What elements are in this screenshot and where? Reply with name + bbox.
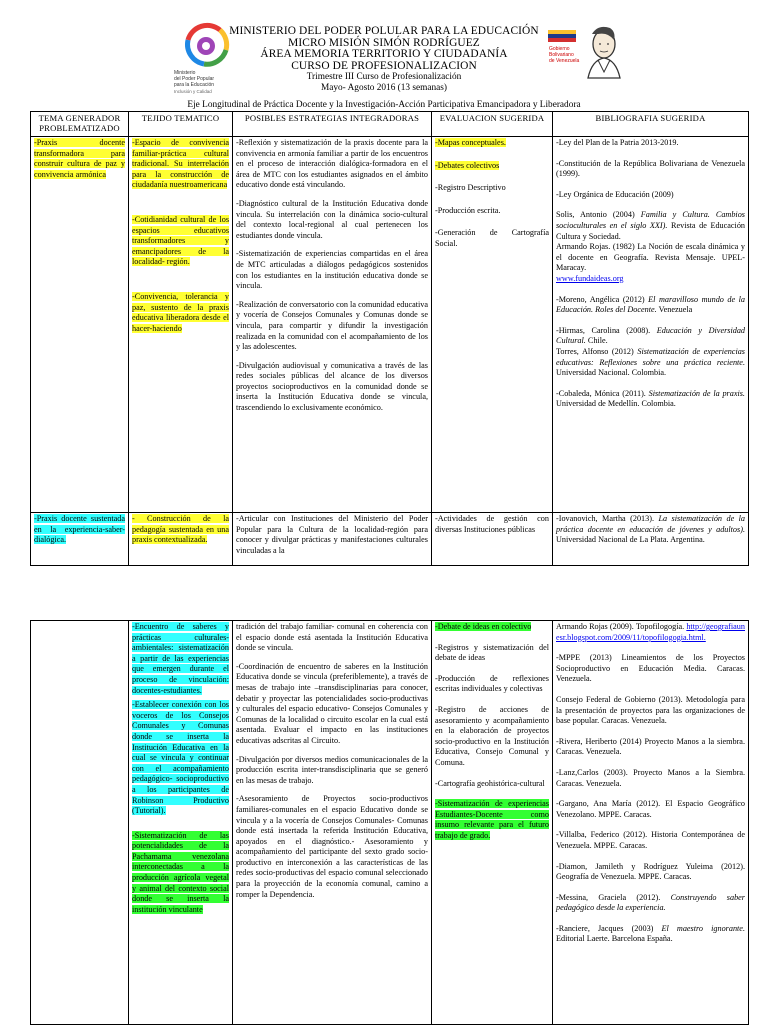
tema-text: -Praxis docente transformadora para construir cultura de paz y convivencia armónica [34,138,125,179]
evaluacion-item: -Sistematización de experiencias Estudiantes-Docente como insumo relevante para el futuro trabajo de grado. [435,799,549,840]
evaluacion-item: -Generación de Cartografía Social. [435,228,549,248]
bibliografia-cell [553,513,749,566]
logo-right-line2: Bolivariano [549,52,574,58]
bibliografia-item: -Lanz,Carlos (2003). Proyecto Manos a la Siembra. Caracas. Venezuela. [556,767,745,788]
logo-right-line1: Gobierno [549,46,570,52]
tejido-cell [129,137,233,513]
bibliografia-item: -Moreno, Angélica (2012) El maravilloso mundo de la Educación. Roles del Docente. Venezuela [556,294,746,315]
estrategia-item: -Realización de conversatorio con la comunidad educativa y vocería de Consejos Comunales y Comunas donde se vincula, para compartir y difundir la investigación realizada en la comunidad con el acompañamiento de los y las adolescentes. [236,299,428,352]
bibliografia-item: -MPPE (2013) Lineamientos de los Proyectos Socioproductivo en Educación Media. Caracas. Venezuela. [556,653,745,684]
evaluacion-item: -Producción escrita. [435,205,501,215]
tejido-item: - Construcción de la pedagogía sustentada en una praxis contextualizada. [132,514,229,545]
evaluacion-item: -Registro de acciones de asesoramiento y acompañamiento en la elaboración de proyectos socio-productivo en la Institución Educativa, Consejo Comunal y Comuna. [435,704,549,767]
bibliografia-item: -Iovanovich, Martha (2013). La sistematización de la práctica docente en educación de jóvenes y adultos). Universidad Nacional de La Plata. Argentina. [556,514,746,545]
tejido-item: -Espacio de convivencia familiar-práctica cultural tradicional. Su interrelación para la construcción de ciudadanía nuestroamericana [132,138,229,190]
estrategia-item: -Sistematización de experiencias compartidas en el área de MTC articuladas a diálogos pedagógicos sostenidos con los estudiantes en la institución educativa donde se vincula. [236,249,428,291]
header-trimestre: Trimestre III Curso de Profesionalización [306,72,462,82]
header-area: ÁREA MEMORIA TERRITORIO Y CIUDADANÍA [260,48,508,60]
logo-left-line2: del Poder Popular [174,76,215,82]
evaluacion-item: -Mapas conceptuales. [435,138,506,147]
logo-left-tagline: Inclusión y Calidad [174,89,212,94]
bibliografia-item: -Diamon, Jamileth y Rodríguez Yuleima (2012). Geografía de Venezuela. MPPE. Caracas. [556,861,745,882]
bibliografia-item: -Hirmas, Carolina (2008). Educación y Diversidad Cultural. Chile. [556,325,746,346]
bibliografia-item: -Ley Orgánica de Educación (2009) [556,189,674,199]
bibliografia-item: Torres, Alfonso (2012) Sistematización de experiencias educativas: Reflexiones sobre una práctica reciente. Universidad Nacional. Colombia. [556,346,745,378]
eje-longitudinal: Eje Longitudinal de Práctica Docente y la Investigación-Acción Participativa Emancipadora y Liberadora [187,100,581,110]
tejido-item: -Establecer conexión con los voceros de los Consejos Comunales y Comunas donde se inserta la Institución Educativa en la cual se vincula y continuar con el acompañamiento pedagógico- socioproductivo a los participantes de Robinson Productivo (Tutorial). [132,700,229,816]
bibliografia-item: -Messina, Graciela (2012). Construyendo saber pedagógico desde la experiencia. [556,892,745,913]
estrategias-cell [233,513,432,566]
estrategia-item: -Divulgación por diversos medios comunicacionales de la producción escrita inter-transdisciplinaria que se generó en las mesas de trabajo. [236,754,428,785]
evaluacion-item: -Actividades de gestión con diversas Instituciones públicas [435,514,549,534]
tejido-item: -Encuentro de saberes y prácticas culturales-ambientales: sistematización a partir de las experiencias que emergen durante el proceso de vinculación: docentes-estudiantes. [132,622,229,695]
col-header-tema: TEMA GENERADOR PROBLEMATIZADO [31,112,129,137]
plan-table-page1 [30,111,749,566]
tejido-item: -Sistematización de las potencialidades de la Pachamama venezolana interconectadas a la producción agrícola vegetal y animal del contexto social donde se inserta la institución vinculante [132,830,229,914]
tema-text: -Praxis docente sustentada en la experiencia-saber-dialógica. [34,514,125,545]
estrategia-item: -Articular con Instituciones del Ministerio del Poder Popular para la Cultura de la localidad-región para conocer y divulgar prácticas y manifestaciones culturales vinculadas a la [236,514,428,555]
evaluacion-cell [432,513,553,566]
evaluacion-item: -Producción de reflexiones escritas individuales y colectivas [435,673,549,694]
estrategia-item: -Diagnóstico cultural de la Institución Educativa donde vincula. Su interrelación con la dinámica socio-cultural del contexto local-regional al cual pertenecen los estudiantes donde vincula. [236,198,428,240]
bibliografia-item: -Cobaleda, Mónica (2011). Sistematización de la praxis. Universidad de Medellín. Colombia. [556,388,745,409]
bibliografia-item: -Rivera, Heriberto (2014) Proyecto Manos a la siembra. Caracas. Venezuela. [556,736,745,757]
estrategia-item: tradición del trabajo familiar- comunal en coherencia con el espacio donde está asentada la Institución Educativa donde se vincula. [236,622,428,653]
header-mision: MICRO MISIÓN SIMÓN RODRÍGUEZ [288,36,480,49]
evaluacion-cell [432,137,553,513]
bibliografia-item: Armando Rojas. (1982) La Noción de escala dinámica y el docente en Geografía. Revista Mensaje. UPEL-Maracay. [556,242,745,273]
evaluacion-cell [432,621,553,1025]
estrategias-cell [233,621,432,1025]
tema-cell [31,513,129,566]
logo-left-line3: para la Educación [174,82,215,88]
col-header-tejido: TEJIDO TEMATICO [129,112,233,137]
tejido-item: -Cotidianidad cultural de los espacios educativos transformadores y emancipadores de la localidad- región. [132,214,229,267]
table-row [31,513,749,566]
bibliografia-item: -Ley del Plan de la Patria 2013-2019. [556,138,679,147]
bibliografia-item: Solis, Antonio (2004) Familia y Cultura. Cambios socioculturales en el siglo XXI). Revista de Educación Cultura y Sociedad. [556,210,746,241]
table-row [31,621,749,1025]
estrategia-item: -Asesoramiento de Proyectos socio-productivos familiares-comunales en el espacio Educativo donde se vincula y a la vocería de Consejos Comunales- Comunas donde está insertada la referida Institución Educativa, apoyados en el diagnóstico.- Asesoramiento y acompañamiento del participante del sexto grado socio-productivo en interconexión a las características de las redes socio-productivas del espacio comunal seleccionado para la proyección de la economía comunal, camino a romper la Dependencia. [236,794,428,899]
tejido-cell [129,513,233,566]
evaluacion-item: -Registros y sistematización del debate de ideas [435,642,549,663]
tema-cell [31,621,129,1025]
bibliografia-cell [553,137,749,513]
col-header-bibliografia: BIBLIOGRAFIA SUGERIDA [553,112,749,137]
evaluacion-item: -Registro Descriptivo [435,183,506,193]
bibliografia-item: -Ranciere, Jacques (2003) El maestro ignorante. Editorial Laerte. Barcelona España. [556,923,745,944]
tejido-item: -Convivencia, tolerancia y paz, sustento de la praxis educativa liberadora desde el hacer-haciendo [132,291,229,333]
estrategia-item: -Reflexión y sistematización de la praxis docente para la convivencia en armonía familiar a partir de los encuentros en el proceso de interacción dialógica-formadora en el área de MTC con los estudiantes asignados en el ámbito educativo donde está vinculando. [236,138,428,190]
estrategias-cell [233,137,432,513]
evaluacion-item: -Debates colectivos [435,160,500,170]
tejido-cell [129,621,233,1025]
plan-table-page2 [30,620,749,1025]
bibliografia-item: -Constitución de la República Bolivariana de Venezuela (1999). [556,158,745,179]
tema-cell [31,137,129,513]
bibliografia-cell [553,621,749,1025]
bibliografia-item: -Gargano, Ana María (2012). El Espacio Geográfico Venezolano. MPPE. Caracas. [556,799,745,819]
estrategia-item: -Divulgación audiovisual y comunicativa a través de las redes sociales públicas del alcance de los diversos proyectos socioproductivos en la comunidad donde se inserta la Institución Educativa donde se vincula, trascendiendo lo exclusivamente económico. [236,360,428,413]
logo-right-line3: de Venezuela [549,58,580,64]
bibliografia-item: Consejo Federal de Gobierno (2013). Metodología para la presentación de proyectos para las organizaciones de base popular. Caracas. Venezuela. [556,694,745,726]
col-header-evaluacion: EVALUACION SUGERIDA [432,112,553,137]
evaluacion-item: -Cartografía geohistórica-cultural [435,778,545,788]
bibliografia-item: Armando Rojas (2009). Topofilogogía. http://geografiaunesr.blogspot.com/2009/11/topofilogogia.html. [556,622,745,642]
evaluacion-item: -Debate de ideas en colectivo [435,622,532,631]
document-header [160,26,608,93]
table-row [31,137,749,513]
logo-left-line1: Ministerio [174,70,196,76]
header-periodo: Mayo- Agosto 2016 (13 semanas) [320,82,447,93]
fundaideas-link[interactable]: www.fundaideas.org [556,273,624,283]
col-header-estrategias: POSIBLES ESTRATEGIAS INTEGRADORAS [233,112,432,137]
estrategia-item: -Coordinación de encuentro de saberes en la Institución Educativa donde se vincula (preferiblemente), a través de mesas de trabajo inte –transdisciplinarias para conocer, debatir y proyectar las potencialidades socio-productivas y culturales del espacio educativo- Consejos Comunales y Comunas de la localidad o circuito escolar en la cual está asentada. Evaluar el impacto en las instituciones educativas adscritas al Circuito. [236,661,428,745]
header-ministerio: MINISTERIO DEL PODER POLULAR PARA LA EDUCACIÓN [229,25,539,37]
topofilogogia-link[interactable]: http://geografiaunesr.blogspot.com/2009/11/topofilogogia.html. [556,622,745,642]
header-curso: CURSO DE PROFESIONALIZACION [291,59,477,72]
bibliografia-item: -Villalba, Federico (2012). Historia Contemporánea de Venezuela. MPPE. Caracas. [556,830,745,850]
